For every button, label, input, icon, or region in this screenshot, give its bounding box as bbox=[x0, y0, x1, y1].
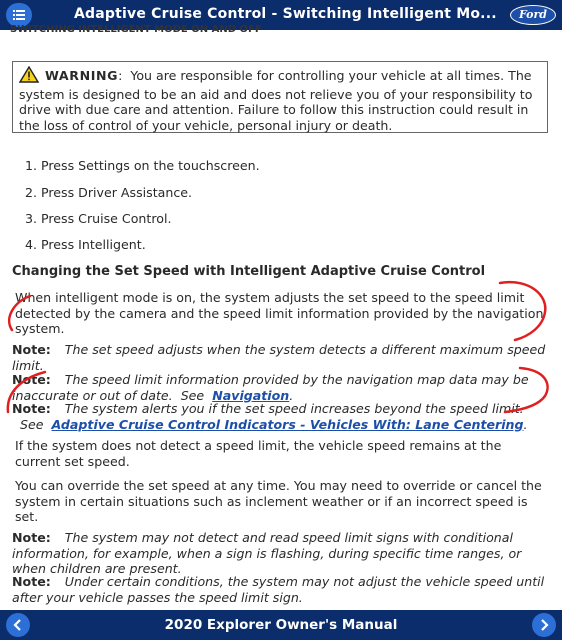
note-3 bbox=[12, 401, 552, 432]
section-title-cut: SWITCHING INTELLIGENT MODE ON AND OFF bbox=[10, 24, 262, 35]
warning-triangle-icon bbox=[19, 66, 39, 87]
note-2 bbox=[12, 372, 552, 403]
note-label: Note: bbox=[12, 372, 51, 387]
paragraph-intelligent-mode: When intelligent mode is on, the system adjusts the set speed to the speed limit detected by the camera and the speed limit information provided by the navigation system. bbox=[15, 290, 544, 336]
note-text: The system alerts you if the set speed increases beyond the speed limit. bbox=[64, 401, 524, 416]
warning-box bbox=[12, 61, 548, 133]
navigation-link[interactable]: Navigation bbox=[212, 387, 290, 403]
paragraph-override: You can override the set speed at any time. You may need to override or cancel the system in certain situations such as inclement weather or if an incorrect speed is set. bbox=[15, 478, 542, 524]
acc-indicators-link[interactable]: Adaptive Cruise Control Indicators - Vehicles With: Lane Centering bbox=[51, 416, 524, 432]
note-label: Note: bbox=[12, 530, 51, 545]
note-label: Note: bbox=[12, 342, 51, 357]
bottom-nav-bar bbox=[0, 610, 562, 640]
page-title: Adaptive Cruise Control - Switching Intelligent Mo... bbox=[74, 6, 497, 22]
next-page-button[interactable] bbox=[532, 613, 556, 637]
list-item: 1. Press Settings on the touchscreen. bbox=[25, 158, 260, 173]
hamburger-icon bbox=[13, 9, 25, 21]
see-label: See bbox=[20, 416, 44, 432]
paragraph-no-speed-limit: If the system does not detect a speed limit, the vehicle speed remains at the current set speed. bbox=[15, 438, 502, 469]
note-text: Under certain conditions, the system may not adjust the vehicle speed until after your vehicle passes the speed limit sign. bbox=[12, 574, 545, 605]
note-5 bbox=[12, 574, 552, 605]
note-4 bbox=[12, 530, 552, 577]
note-label: Note: bbox=[12, 574, 51, 589]
section-heading: Changing the Set Speed with Intelligent Adaptive Cruise Control bbox=[12, 264, 486, 279]
see-label: See bbox=[180, 387, 205, 403]
ford-logo: Ford bbox=[510, 5, 556, 25]
period: . bbox=[289, 387, 294, 403]
note-text: The speed limit information provided by the navigation map data may be inaccurate or out of date. bbox=[12, 372, 529, 403]
note-text: The set speed adjusts when the system detects a different maximum speed limit. bbox=[12, 342, 546, 373]
note-1 bbox=[12, 342, 552, 373]
warning-colon: : bbox=[118, 68, 131, 83]
period: . bbox=[523, 416, 528, 432]
warning-text: You are responsible for controlling your vehicle at all times. The system is designed to be an aid and does not relieve you of your responsibility to drive with due care and attention. Failure to follow this instruction could result in the loss of control of your vehicle, personal injury or death. bbox=[19, 68, 533, 133]
warning-label: WARNING bbox=[45, 68, 119, 83]
manual-title: 2020 Explorer Owner's Manual bbox=[164, 617, 398, 633]
list-item: 2. Press Driver Assistance. bbox=[25, 185, 193, 200]
note-text: The system may not detect and read speed limit signs with conditional information, for example, when a sign is flashing, during specific time ranges, or when children are present. bbox=[12, 530, 522, 576]
note-label: Note: bbox=[12, 401, 51, 416]
list-item: 3. Press Cruise Control. bbox=[25, 211, 172, 226]
chevron-right-icon bbox=[539, 619, 549, 631]
list-item: 4. Press Intelligent. bbox=[25, 237, 146, 252]
